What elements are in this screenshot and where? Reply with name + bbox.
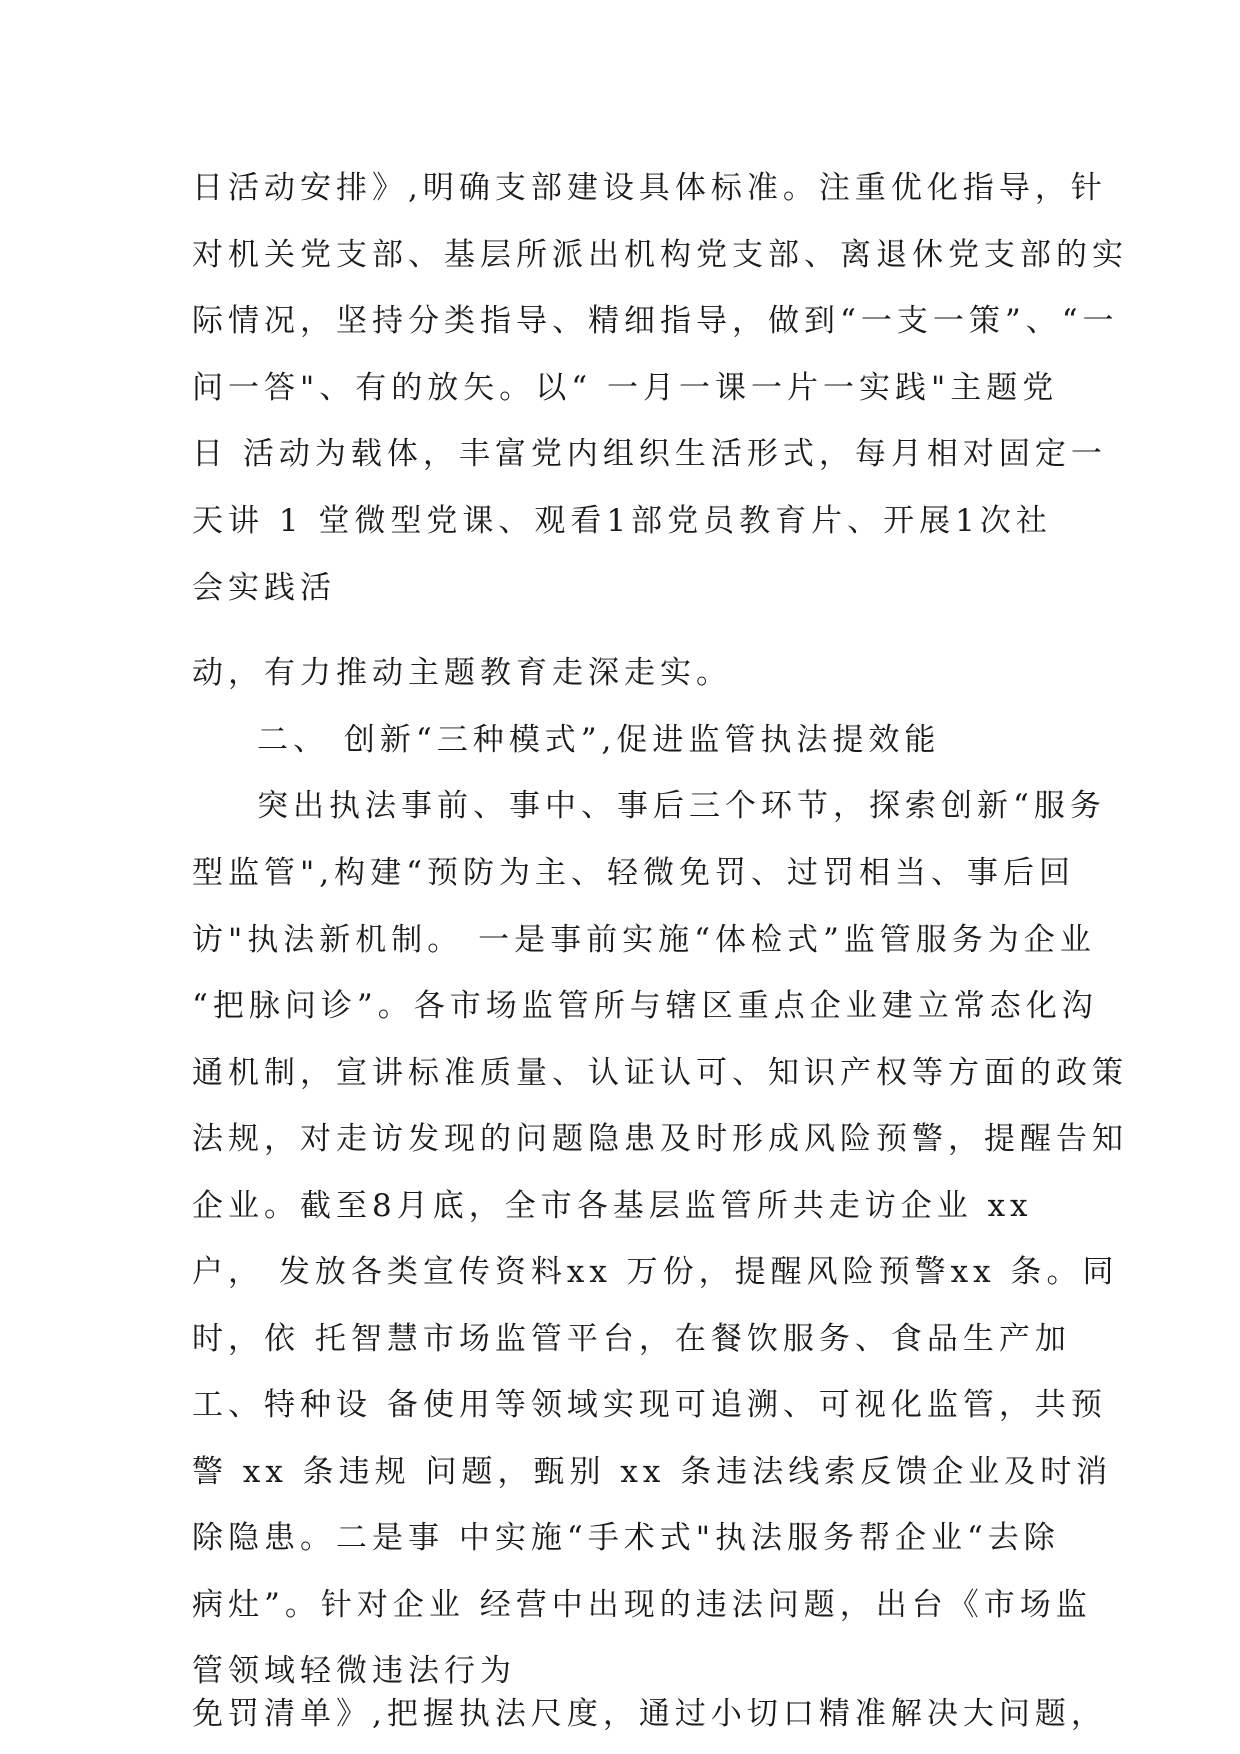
paragraph-line: 际情况，坚持分类指导、精细指导，做到“一支一策”、“一 (192, 303, 1119, 339)
paragraph-line: 免罚清单》,把握执法尺度，通过小切口精准解决大问题， (192, 1696, 1107, 1732)
section-heading: 二、 创新“三种模式”,促进监管执法提效能 (257, 722, 941, 758)
paragraph-line: 动，有力推动主题教育走深走实。 (192, 655, 732, 691)
paragraph-line: 天讲 1 堂微型党课、观看1部党员教育片、开展1次社 (192, 503, 1052, 539)
paragraph-line: 除隐患。二是事 中实施“手术式"执法服务帮企业“去除 (192, 1520, 1060, 1556)
paragraph-line: 管领域轻微违法行为 (192, 1653, 516, 1689)
paragraph-line: 日 活动为载体，丰富党内组织生活形式，每月相对固定一 (192, 436, 1107, 472)
paragraph-line: “把脉问诊”。各市场监管所与辖区重点企业建立常态化沟 (192, 988, 1098, 1024)
paragraph-line: 对机关党支部、基层所派出机构党支部、离退休党支部的实 (192, 237, 1128, 273)
paragraph-line: 日活动安排》,明确支部建设具体标准。注重优化指导，针 (192, 170, 1107, 206)
paragraph-line: 警 xx 条违规 问题，甄别 xx 条违法线索反馈企业及时消 (192, 1454, 1113, 1490)
paragraph-line: 通机制，宣讲标准质量、认证认可、知识产权等方面的政策 (192, 1055, 1128, 1091)
paragraph-line: 法规，对走访发现的问题隐患及时形成风险预警，提醒告知 (192, 1121, 1128, 1157)
paragraph-line: 时，依 托智慧市场监管平台，在餐饮服务、食品生产加 (192, 1321, 1071, 1357)
paragraph-line: 访"执法新机制。 一是事前实施“体检式”监管服务为企业 (192, 922, 1096, 958)
paragraph-line: 问一答"、有的放矢。以“ 一月一课一片一实践"主题党 (192, 370, 1059, 406)
paragraph-line: 户， 发放各类宣传资料xx 万份，提醒风险预警xx 条。同 (192, 1254, 1119, 1290)
paragraph-line: 会实践活 (192, 570, 336, 606)
paragraph-line: 企业。截至8月底，全市各基层监管所共走访企业 xx (192, 1188, 1033, 1224)
paragraph-line: 工、特种设 备使用等领域实现可追溯、可视化监管，共预 (192, 1387, 1107, 1423)
paragraph-line: 型监管",构建“预防为主、轻微免罚、过罚相当、事后回 (192, 855, 1075, 891)
paragraph-line: 病灶”。针对企业 经营中出现的违法问题，出台《市场监 (192, 1587, 1092, 1623)
paragraph-line: 突出执法事前、事中、事后三个环节，探索创新“服务 (257, 788, 1106, 824)
